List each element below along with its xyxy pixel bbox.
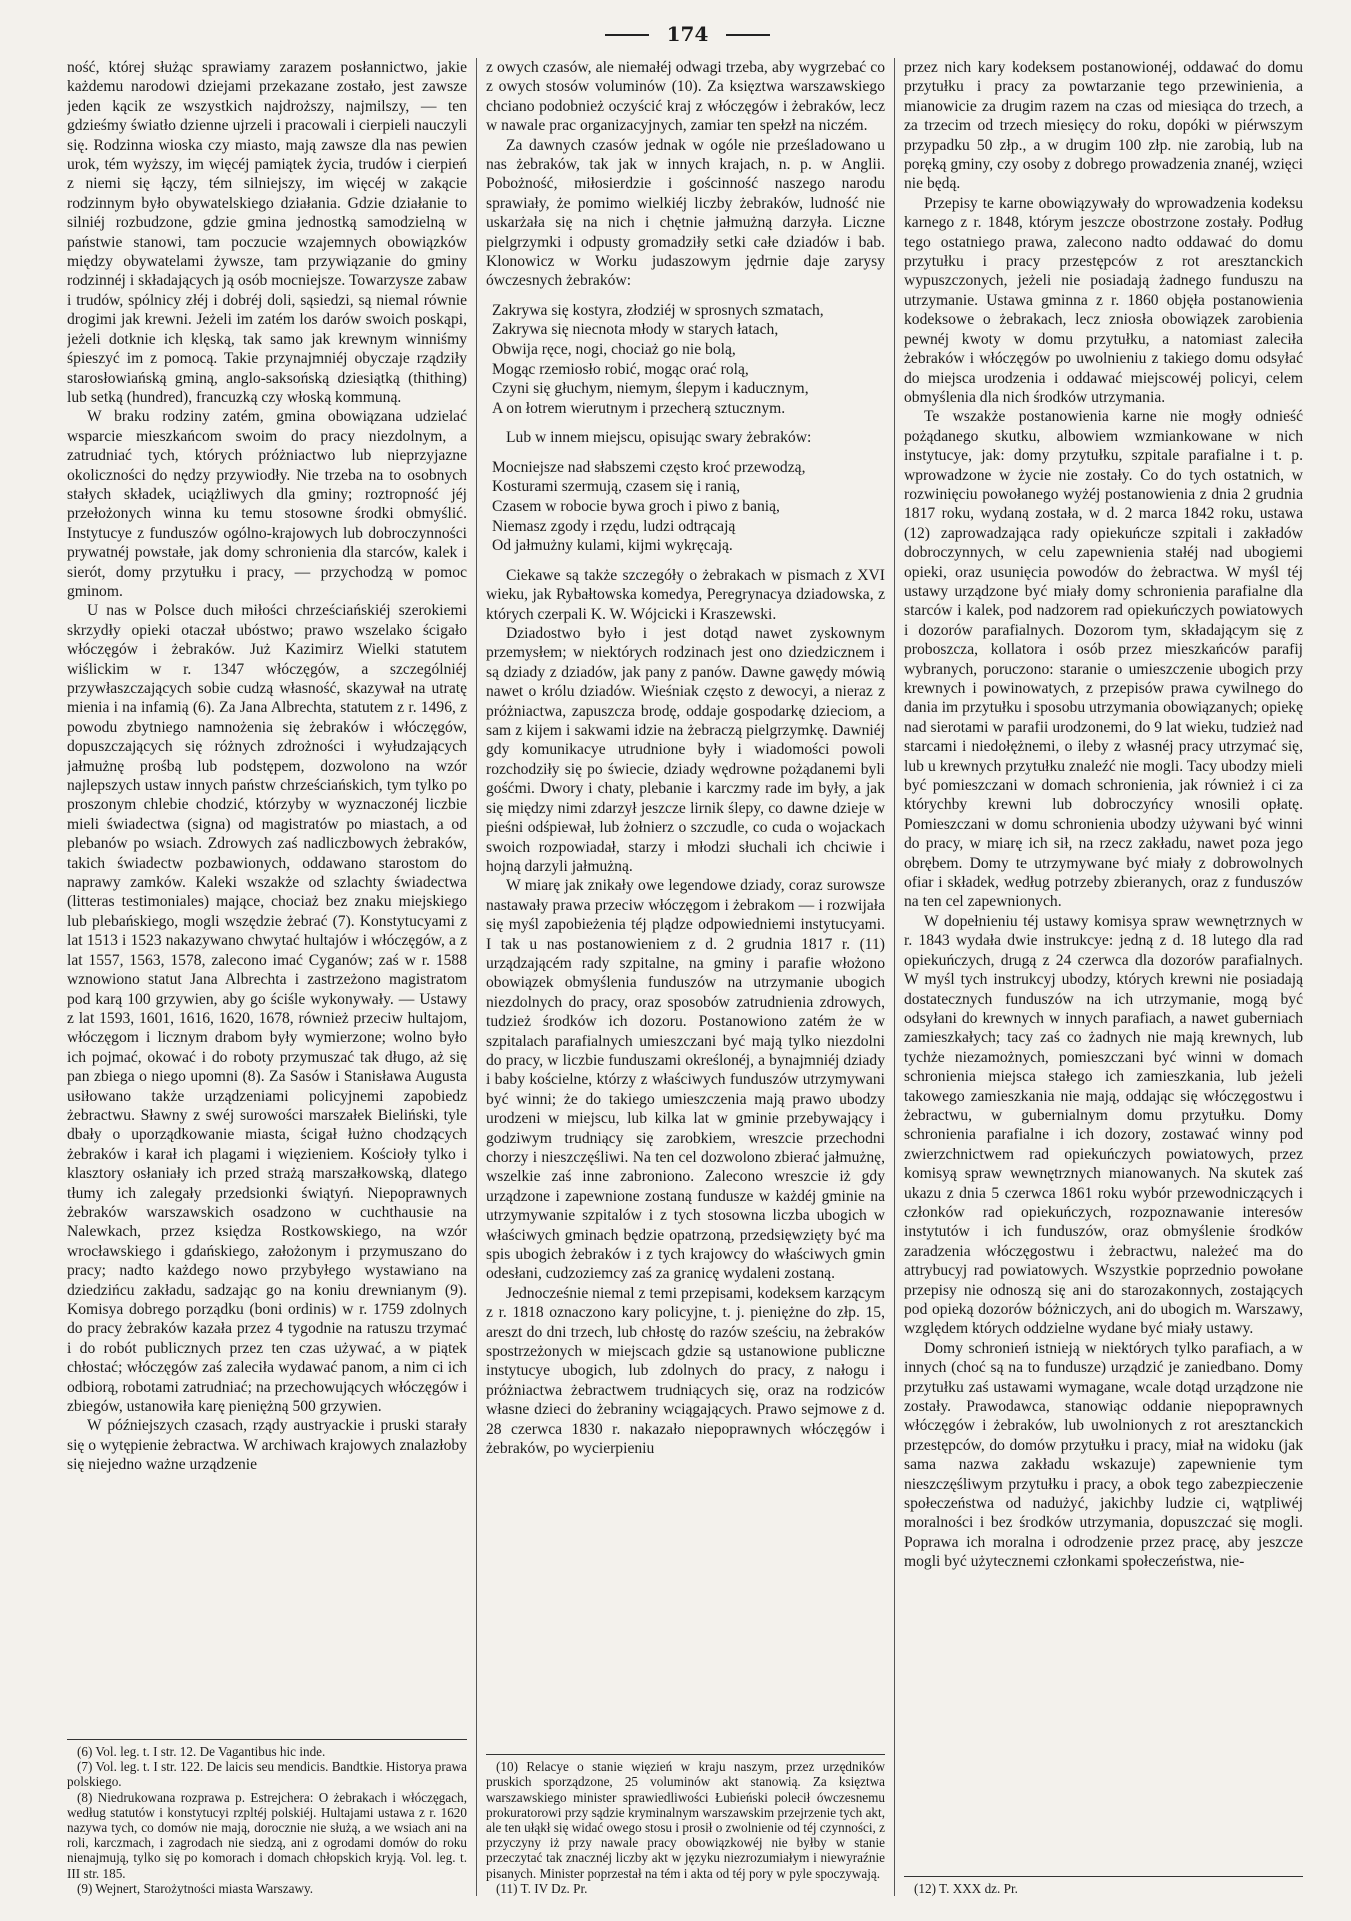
paragraph: Ciekawe są także szczegóły o żebrakach w pismach z XVI wieku, jak Rybałtowska komedya, Peregrynacya dziadowska, z których czerpali K. W. Wójcicki i Kraszewski. [486,566,885,623]
paragraph: Domy schronień istnieją w niektórych tylko parafiach, a w innych (choć są na to fundusze) urządzić je zaniedbano. Domy przytułku zaś ustawami wymagane, wcale dotąd urządzone nie zostały. Prawodawca, stanowiąc oddanie niepoprawnych włóczęgów i żebraków, lub uwolnionych z rot aresztanckich przestępców, do domów przytułku i pracy, miał na widoku (jak sama nazwa zakładu wskazuje) zapewnienie tym nieszczęśliwym przytułku i pracy, a obok tego zabezpieczenie społeczeństwa od nadużyć, jakichby ludzie ci, wątpliwéj moralności i bez środków utrzymania, dopuszczać się mogli. Poprawa ich moralna i odrodzenie przez pracę, aby jeszcze mogli być użytecznemi członkami społeczeństwa, nie- [904,1339,1303,1571]
page-number: 174 [641,18,735,50]
text-columns [58,58,1317,1896]
poem-line: A on łotrem wierutnym i przecherą sztucznym. [492,399,786,417]
poem-line: Zakrywa się kostyra, złodziéj w sprosnych szmatach, [492,301,824,319]
footnote: (8) Niedrukowana rozprawa p. Estrejchera: O żebrakach i włóczęgach, według statutów i konstytucyi rzpltéj polskiéj. Hultajami ustawa z r. 1620 nazywa tych, co domów nie mają, dorocznie nie służą, a we wsiach ani na roli, karczmach, i zagrodach nie siedzą, ani z ogrodami domów do roku nienajmują, tylko się po komorach i domach chłopskich kryją. Vol. leg. t. III str. 185. [67,1789,467,1881]
paragraph: W miarę jak znikały owe legendowe dziady, coraz surowsze nastawały prawa przeciw włóczęgom i żebrakom — i rozwijała się myśl zapobieżenia téj plądze odpowiedniemi instytucyami. I tak u nas postanowieniem z d. 2 grudnia 1817 r. (11) urządzającém rady szpitalne, na gminy i parafie włożono obowiązek obmyślenia funduszów na utrzymanie ubogich niezdolnych do pracy, oraz sposobów zatrudnienia zdrowych, tudzież środków ich dozoru. Postanowiono zatém że w szpitalach parafialnych umieszczani być mają tylko niezdolni do pracy, w liczbie funduszami określonéj, a bynajmniéj dziady i baby kościelne, którzy z właściwych funduszów utrzymywani być winni; że do takiego umieszczenia mają prawo ubodzy urodzeni w miejscu, lub kilka lat w gminie przebywający i godziwym trudniący się zarobkiem, wreszcie przechodni chorzy i nieszczęśliwi. Na ten cel dozwolono zbierać jałmużnę, wszelkie zaś inne zabroniono. Zalecono wreszcie iż gdy urządzone i zapewnione zostaną fundusze w każdéj gminie na utrzymywanie szpitalów i z tych stosowna liczba ubogich w właściwych gminach będzie opatrzoną, przedsięwzięty być ma spis ubogich żebraków i z tych krajowcy do właściwych gmin odesłani, cudzoziemcy zaś za granicę wydaleni zostaną. [486,877,885,1283]
footnote: (10) Relacye o stanie więzień w kraju naszym, przez urzędników pruskich sporządzone, 25 voluminów akt stanowią. Za księztwa warszawskiego minister sprawiedliwości Łubieński polecił ówczesnemu prokuratorowi przy sądzie kryminalnym warszawskim przejrzenie tych akt, ale ten ułąkł się widać owego stosu i prosił o zwolnienie od téj czynności, z przyczyny iż przy nawale pracy obowiązkowéj nie byłby w stanie przeczytać tak znacznéj liczby akt w języku niezrozumiałym i niewyraźnie pisanych. Minister poprzestał na tém i akta od téj pory w pyle spoczywają. [486,1759,885,1881]
column-2-footnotes [486,1754,885,1896]
paragraph: Przepisy te karne obowiązywały do wprowadzenia kodeksu karnego z r. 1848, którym jeszcze obostrzone zostały. Podług tego ostatniego prawa, zalecono nadto oddawać do domu przytułku i pracy przestępców z rot aresztanckich wypuszczonych, jeżeli nie posiadają żadnego funduszu na utrzymanie. Ustawa gminna z r. 1860 objęła postanowienia kodeksowe o żebrakach, lecz zniosła obowiązek zarobienia pewnéj kwoty w domu przytułku, a natomiast zaleciła żebraków i włóczęgów po uwolnieniu z takiego domu odsyłać do miejsca urodzenia i oddawać miejscowéj policyi, celem obmyślenia dla nich środków utrzymania. [904,194,1303,406]
footnote: (7) Vol. leg. t. I str. 122. De laicis seu mendicis. Bandtkie. Historya prawa polskiego. [67,1759,467,1790]
poem-line: Czasem w robocie bywa groch i piwo z banią, [492,498,780,516]
poem-line: Czyni się głuchym, niemym, ślepym i kaducznym, [492,380,809,398]
paragraph: Lub w innem miejscu, opisując swary żebraków: [506,429,812,447]
paragraph: W braku rodziny zatém, gmina obowiązana udzielać wsparcie mieszkańcom swoim do pracy niezdolnym, a zatrudniać tych, których próżniactwo lub nieprzyjazne okoliczności do nędzy przywiodły. Nie trzeba na to osobnych stałych składek, uciążliwych dla gminy; roztropność jéj przełożonych winna ku temu stosowne środki obmyślić. Instytucye z funduszów ogólno-krajowych lub dobroczynności prywatnéj powstałe, jak domy schronienia dla starców, kalek i sierót, domy przytułku i pracy, — przychodzą w pomoc gminom. [67,408,467,600]
paragraph: W późniejszych czasach, rządy austryackie i pruski starały się o wytępienie żebractwa. W archiwach krajowych znalazłoby się niejedno ważne urządzenie [67,1417,467,1474]
poem-line: Od jałmużny kulami, kijmi wykręcają. [492,537,733,555]
paragraph: Dziadostwo było i jest dotąd nawet zyskownym przemysłem; w niektórych rodzinach jest ono dziedzicznem i są dziady z dziadów, jak pany z panów. Dawne gawędy mówią nawet o królu dziadów. Wieśniak często z dewocyi, a nieraz z próżniactwa, zapuszcza brodę, oddaje gospodarkę dzieciom, a sam z kijem i sakwami idzie na żebraczą pielgrzymkę. Dawniéj gdy komunikacye utrudnione były i wiadomości powoli rozchodziły się po świecie, dziady wędrowne pożądanemi byli gośćmi. Dwory i chaty, plebanie i karczmy rade im były, a jak się między nimi zdarzył jeszcze lirnik ślepy, co dawne dzieje w pieśni odśpiewał, lub żołnierz o szczudle, co cuda o wojackach swoich rozpowiadał, starzy i młodzi słuchali ich chciwie i hojną darzyli jałmużną. [486,625,885,875]
footnote: (6) Vol. leg. t. I str. 12. De Vagantibus hic inde. [77,1743,326,1759]
poem-line: Niemasz zgody i rzędu, ludzi odtrącają [492,517,736,535]
column-3-footnotes [904,1876,1303,1896]
paragraph: Za dawnych czasów jednak w ogóle nie prześladowano u nas żebraków, tak jak w innych krajach, n. p. w Anglii. Pobożność, miłosierdzie i gościnność naszego narodu sprawiały, że pomimo wielkiéj liczby żebraków, ludność nie uskarżała się na nich i chętnie jałmużną darzyła. Liczne pielgrzymki i odpusty gromadziły setki całe dziadów i bab. Klonowicz w Worku judaszowym jędrnie daje zarysy ówczesnych żebraków: [486,136,885,290]
column-3 [894,58,1312,1896]
paragraph: Te wszakże postanowienia karne nie mogły odnieść pożądanego skutku, albowiem wzmiankowane w nich instytucye, jak: domy przytułku, szpitale parafialne i t. p. wprowadzone w życie nie zostały. Co do tych ostatnich, w rozwinięciu powołanego wyżéj postanowienia z dnia 2 grudnia 1817 roku, wydaną została, w d. 2 marca 1842 roku, ustawa (12) zaprowadzająca rady opiekuńcze szpitali i zakładów dobroczynnych, w celu zapewnienia stałéj nad ubogiemi opieki, oraz usunięcia powodów do żebractwa. W myśl téj ustawy urządzone być miały domy schronienia parafialne dla starców i kalek, pod nadzorem rad opiekuńczych powiatowych i dozorów parafialnych. Dozorom tym, składającym się z proboszcza, kollatora i osób przez mieszkańców parafij wybranych, poruczono: staranie o umieszczenie ubogich przy krewnych i powinowatych, z przepisów prawa cywilnego do dania im przytułku i sposobu utrzymania obowiązanych; opiekę nad sierotami w parafii urodzonemi, do 9 lat wieku, tudzież nad starcami i niedołężnemi, o ileby z własnéj pracy utrzymać się, lub u krewnych przytułku znaleźć nie mogli. Tacy ubodzy mieli być pomieszczani w domach schronienia, jak również i ci za którychby krewni lub dobroczyńcy wnosili opłatę. Pomieszczani w domu schronienia ubodzy używani być winni do pracy, w miarę ich sił, na rzecz zakładu, nawet poza jego obrębem. Domy te utrzymywane być miały z dobrowolnych ofiar i składek, według potrzeby zbieranych, oraz z funduszów na ten cel zapewnionych. [904,408,1303,911]
column-2-body [486,58,885,1748]
paragraph: Jednocześnie niemal z temi przepisami, kodeksem karzącym z r. 1818 oznaczono kary policyjne, t. j. pieniężne do złp. 15, areszt do dni trzech, lub chłostę do razów sześciu, na żebraków spostrzeżonych w miejscach gdzie są ustanowione publiczne instytucye ubogich, lub zdolnych do pracy, z nałogu i próżniactwa żebractwem trudniących się, oraz na rodziców własne dzieci do żebraniny wciągających. Prawo sejmowe z d. 28 czerwca 1830 r. nakazało niepoprawnych włóczęgów i żebraków, po wycierpieniu [486,1284,885,1458]
column-1 [58,58,476,1896]
page-header [58,18,1317,58]
column-1-footnotes [67,1739,467,1896]
column-3-body [904,58,1303,1870]
paragraph: z owych czasów, ale niemałéj odwagi trzeba, aby wygrzebać co z owych stosów voluminów (10). Za księztwa warszawskiego chciano podobnież oczyścić kraj z włóczęgów i żebraków, lecz w nawale prac organizacyjnych, zamiar ten spełzł na niczém. [486,59,885,135]
poem-line: Kosturami szermują, czasem się i ranią, [492,478,741,496]
poem-line: Mogąc rzemiosło robić, mogąc orać rolą, [492,360,749,378]
poem-line: Mocniejsze nad słabszemi często kroć przewodzą, [492,458,806,476]
column-1-body [67,58,467,1733]
footnote: (12) T. XXX dz. Pr. [914,1880,1018,1896]
footnote: (9) Wejnert, Starożytności miasta Warszawy. [77,1880,314,1896]
paragraph: U nas w Polsce duch miłości chrześciańskiéj szerokiemi skrzydły opieki otaczał ubóstwo; prawo wszelako ścigało włóczęgów i żebraków. Już Kazimirz Wielki statutem wiślickim w r. 1347 włóczęgów, a szczególniéj przywłaszczających sobie cudzą własność, skazywał na utratę mienia i na infamią (6). Za Jana Albrechta, statutem z r. 1496, z powodu zbytniego namnożenia się żebraków i włóczęgów, dopuszczających się różnych zdrożności i wyłudzających jałmużnę prośbą lub podstępem, dozwolono na wzór najlepszych ustaw innych państw chrześciańskich, tym tylko po proszonym chlebie chodzić, którzyby w wyznaczonéj liczbie mieli świadectwa (signa) od magistratów po miastach, a od plebanów po wsiach. Zdrowych zaś nadliczbowych żebraków, takich świadectw pozbawionych, oddawano starostom do naprawy zamków. Kaleki wszakże od szlachty świadectwa (litteras testimoniales) mające, chociaż bez znaku miejskiego lub plebańskiego, mogli wszędzie żebrać (7). Konstytucyami z lat 1513 i 1523 nakazywano chwytać hultajów i włóczęgów, a z lat 1557, 1563, 1578, zalecono imać Cyganów; zaś w r. 1588 wznowiono statut Jana Albrechta i zastrzeżono magistratom pod karą 100 grzywien, aby go ściśle wykonywały. — Ustawy z lat 1593, 1601, 1616, 1620, 1678, również przeciw hultajom, włóczęgom i licznym drabom były wymierzone; wolno było ich pojmać, okować i do roboty przymuszać tak długo, aż się pan zbiega o niego upomni (8). Za Sasów i Stanisława Augusta usiłowano także urządzeniami policyjnemi zapobiedz żebractwu. Sławny z swéj surowości marszałek Bieliński, tyle dbały o uporządkowanie miasta, ścigał łużno chodzących żebraków i karał ich plagami i więzieniem. Kościoły tylko i klasztory osłaniały ich przed strażą marszałkowską, dlatego tłumy ich zalegały przedsionki świątyń. Niepoprawnych żebraków warszawskich osadzono w cuchthausie na Nalewkach, przez księdza Rostkowskiego, na wzór wrocławskiego i gdańskiego, założonym i przymuszano do pracy; nadto każdego nowo przybyłego wystawiano na dziedzińcu zakładu, sadzając go na koniu drewnianym (9). Komisya dobrego porządku (boni ordinis) w r. 1759 zdolnych do pracy żebraków kazała przez 4 tygodnie na ratuszu trzymać i do robót publicznych przez ten czas używać, a w piątek chłostać; włóczęgów zaś zaleciła wydawać panom, a nim ci ich odbiorą, robotami zatrudniać; na przechowujących włóczęgów i zbiegów, ustanowiła karę pieniężną 500 grzywien. [67,602,467,1416]
paragraph: W dopełnieniu téj ustawy komisya spraw wewnętrznych w r. 1843 wydała dwie instrukcye: jedną z d. 18 lutego dla rad opiekuńczych, drugą z 24 czerwca dla dozorów parafialnych. W myśl tych instrukcyj ubodzy, których krewni nie posiadają dostatecznych funduszów na ich utrzymanie, mogą być odsyłani do krewnych w innych parafiach, a nawet guberniach zamieszkałych; tacy zaś co żadnych nie mają krewnych, lub tychże niezamożnych, pomieszczani być winni w domach schronienia miejsca stałego ich zamieszkania, lub jeżeli takowego zamieszkania nie mają, oddając się włóczęgostwu i żebractwu, w gubernialnym domu przytułku. Domy schronienia parafialne i ich dozory, zostawać winny pod zwierzchnictwem rad opiekuńczych powiatowych, przez komisyą spraw wewnętrznych mianowanych. Na skutek zaś ukazu z dnia 5 czerwca 1861 roku wybór przewodniczących i członków rad opiekuńczych, rozpoznawanie interesów instytutów i ich funduszów, oraz obmyślenie środków zaradzenia włóczęgostwu i żebractwu, należeć ma do attrybucyj rad powiatowych. Wszystkie poprzednio powołane przepisy nie odnoszą się ani do starozakonnych, zostających pod opieką dozorów bóżniczych, ani do ubogich m. Warszawy, względem których oddzielne wydane być miały ustawy. [904,912,1303,1338]
column-2 [476,58,894,1896]
poem-quote-2 [492,458,885,556]
paragraph: ność, której służąc sprawiamy zarazem posłannictwo, jakie każdemu narodowi dziejami przekazane zostało, jest zawsze jeden kącik ze wszystkich najdroższy, najmilszy, — ten gdzieśmy światło dzienne ujrzeli i pracowali i cierpieli nauczyli się. Rodzinna wioska czy miasto, mają zawsze dla nas pewien urok, tém wyższy, im więcéj pamiątek życia, trudów i cierpień z niemi się łączy, tém silniejszy, im więcéj w zakącie rodzinnym było obywatelskiego działania. Gdzie działanie to silniéj rozbudzone, gdzie gmina jednostką samodzielną w państwie stanowi, tam poczucie wzajemnych obowiązków między obywatelami żywsze, tam przywiązanie do gminy rodzinnéj i składających ją osób mocniejsze. Towarzysze zabaw i trudów, spólnicy złéj i dobréj doli, sąsiedzi, są niemal równie drogimi jak krewni. Jeżeli im zatém los darów swoich poskąpi, jeżeli dotknie ich klęską, tak samo jak krewnym winniśmy śpieszyć im z pomocą. Takie przynajmniéj obyczaje rządziły starosłowiańską gminą, anglo-saksońską dziesiątką (thithing) lub setką (hundred), francuzką czy włoską kommuną. [67,59,467,406]
poem-line: Obwija ręce, nogi, chociaż go nie bolą, [492,341,736,359]
poem-quote-1 [492,301,885,419]
poem-line: Zakrywa się niecnota młody w starych łatach, [492,321,779,339]
paragraph: przez nich kary kodeksem postanowionéj, oddawać do domu przytułku i pracy za powtarzanie tego przewinienia, a mianowicie za drugim razem na czas od miesiąca do trzech, a za trzecim od trzech miesięcy do roku, dopóki w piérwszym przypadku 50 złp., a w drugim 100 złp. nie zarobią, lub na poręką gminy, czy osoby z dobrego prowadzenia znanéj, wzięci nie będą. [904,59,1303,193]
footnote: (11) T. IV Dz. Pr. [496,1880,588,1896]
